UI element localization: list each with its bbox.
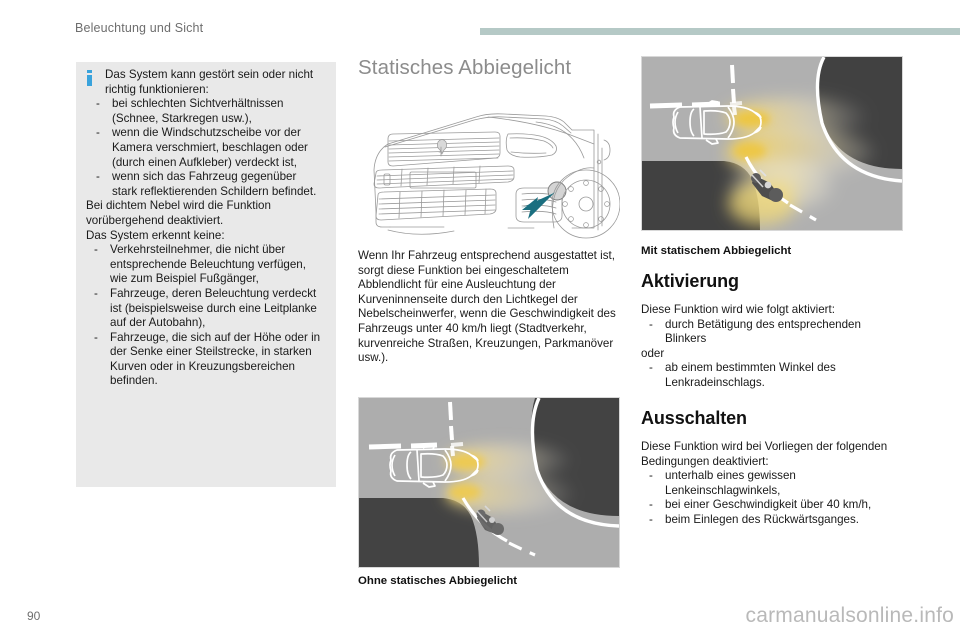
list-item [86, 126, 324, 170]
aktivierung-intro: Diese Funktion wird wie folgt aktiviert: [641, 303, 835, 316]
dash-bullet: - [96, 126, 100, 140]
list-item [86, 243, 324, 287]
dash-bullet: - [649, 317, 653, 331]
figure-caption-ohne: Ohne statisches Abbiegelicht [358, 575, 518, 587]
ausschalten-list [641, 469, 903, 527]
list-item-text: wenn sich das Fahrzeug gegenüber stark reflektierenden Schildern befindet. [112, 170, 317, 198]
vehicle-front-fog-lamp-illustration [358, 100, 620, 242]
aktivierung-content [641, 303, 903, 391]
list-item-text: unterhalb eines gewissen Lenkeinschlagwinkels, [665, 469, 796, 497]
list-item [641, 361, 903, 390]
list-item-text: Fahrzeuge, die sich auf der Höhe oder in der Senke einer Steilstrecke, in starken Kurven oder in Kreuzungsbereichen befinden. [110, 330, 321, 388]
without-static-cornering-light-figure [358, 397, 620, 568]
list-item-text: bei schlechten Sichtverhältnissen (Schnee, Starkregen usw.), [112, 97, 284, 125]
heading-ausschalten [641, 407, 747, 429]
list-item-text: beim Einlegen des Rückwärtsganges. [665, 512, 859, 526]
section-heading-statisches-abbiegelicht [358, 56, 620, 80]
page-number: 90 [27, 609, 41, 623]
dash-bullet: - [649, 361, 653, 375]
heading-aktivierung-text: Aktivierung [641, 271, 739, 291]
note-intro-line [86, 68, 324, 97]
aktivierung-connector: oder [641, 346, 665, 360]
page-title: Beleuchtung und Sicht [75, 21, 204, 35]
dash-bullet: - [94, 243, 98, 257]
list-item-text: wenn die Windschutzscheibe vor der Kamera verschmiert, beschlagen oder (durch einen Aufkleber) verdeckt ist, [112, 126, 308, 169]
list-item-text: Fahrzeuge, deren Beleuchtung verdeckt ist (beispielsweise durch eine Leitplanke auf der Autobahn), [110, 286, 317, 330]
note-second-intro: Das System erkennt keine: [86, 228, 225, 242]
page-header [0, 0, 960, 46]
ausschalten-intro: Diese Funktion wird bei Vorliegen der folgenden Bedingungen deaktiviert: [641, 440, 888, 468]
list-item-text: durch Betätigung des entsprechenden Blinkers [665, 317, 861, 346]
dash-bullet: - [96, 97, 100, 111]
list-item [86, 97, 324, 126]
section-title-text: Statisches Abbiegelicht [358, 56, 572, 79]
heading-aktivierung [641, 270, 739, 292]
note-intro-text: Das System kann gestört sein oder nicht richtig funktionieren: [105, 68, 314, 96]
list-item [641, 513, 903, 528]
note-list-one [86, 97, 324, 199]
info-note-box [76, 62, 336, 487]
middle-column-paragraph: Wenn Ihr Fahrzeug entsprechend ausgestattet ist, sorgt diese Funktion bei eingeschaltetem Abblendlicht für eine Ausleuchtung der Kurveninnenseite durch den Lichtkegel der Nebelscheinwerfer, wenn die Geschwindigkeit des Fahrzeugs unter 40 km/h liegt (Stadtverkehr, kurvenreiche Straßen, Kreuzungen, Parkmanöver usw.). [358, 249, 616, 365]
list-item-text: Verkehrsteilnehmer, die nicht über entsprechende Beleuchtung verfügen, wie zum Beispiel Fußgänger, [110, 243, 306, 286]
list-item-text: ab einem bestimmten Winkel des Lenkradeinschlags. [665, 361, 836, 389]
aktivierung-list-one [641, 318, 903, 347]
heading-ausschalten-text: Ausschalten [641, 408, 747, 428]
list-item [641, 469, 903, 498]
dash-bullet: - [96, 170, 100, 184]
dash-bullet: - [649, 512, 653, 526]
site-watermark: carmanualsonline.info [745, 604, 954, 627]
info-icon [87, 70, 92, 86]
list-item [86, 170, 324, 199]
with-static-cornering-light-figure [641, 56, 903, 231]
list-item [641, 318, 903, 347]
dash-bullet: - [649, 469, 653, 483]
header-accent-rule [480, 28, 960, 35]
list-item [86, 287, 324, 331]
dash-bullet: - [649, 498, 653, 512]
dash-bullet: - [94, 330, 98, 344]
dash-bullet: - [94, 286, 98, 300]
note-list-two [86, 243, 324, 389]
list-item [641, 498, 903, 513]
list-item [86, 331, 324, 389]
aktivierung-list-two [641, 361, 903, 390]
figure-caption-mit: Mit statischem Abbiegelicht [641, 245, 792, 257]
ausschalten-content [641, 440, 903, 528]
list-item-text: bei einer Geschwindigkeit über 40 km/h, [665, 498, 872, 512]
note-middle-paragraph: Bei dichtem Nebel wird die Funktion vorübergehend deaktiviert. [86, 199, 271, 227]
